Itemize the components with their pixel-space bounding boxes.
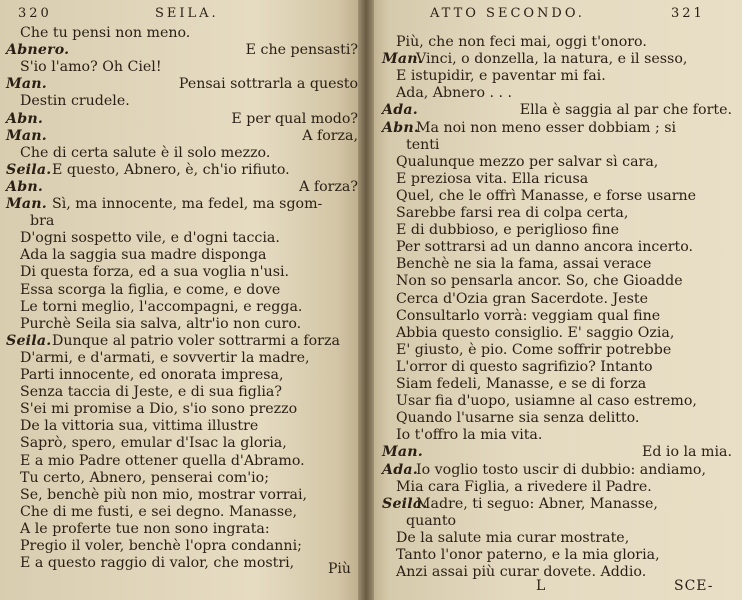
verse-line: Essa scorga la figlia, e come, e dove bbox=[20, 281, 281, 298]
verse-line: E di dubbioso, e periglioso fine bbox=[396, 222, 620, 239]
verse-line: De la salute mia curar mostrate, bbox=[396, 529, 630, 546]
verse-line-right: A forza? bbox=[299, 178, 358, 195]
verse-line-right: Ella è saggia al par che forte. bbox=[519, 102, 732, 119]
verse-line: Quel, che le offrì Manasse, e forse usarne bbox=[396, 187, 697, 204]
verse-line: D'armi, e d'armati, e sovvertir la madre, bbox=[20, 349, 310, 366]
speaker-label: Man. bbox=[6, 196, 47, 212]
verse-line: Che di me fusti, e sei degno. Manasse, bbox=[20, 503, 298, 520]
running-head-right: ATTO SECONDO. bbox=[430, 6, 585, 21]
speaker-label: Abn. bbox=[6, 178, 43, 195]
verse-line: Ma noi non meno esser dobbiam ; si bbox=[416, 119, 677, 136]
verse-line: Qualunque mezzo per salvar sì cara, bbox=[396, 153, 659, 170]
verse-line: E questo, Abnero, è, ch'io rifiuto. bbox=[52, 161, 290, 178]
speaker-label: Man. bbox=[6, 127, 47, 144]
speaker-label: Seila. bbox=[382, 495, 428, 512]
verse-line: Più, che non feci mai, oggi t'onoro. bbox=[396, 34, 647, 50]
page-number-left: 320 bbox=[18, 6, 52, 21]
speaker-label: Abnero. bbox=[6, 42, 70, 59]
verse-line: Consultarlo vorrà: veggiam qual fine bbox=[396, 307, 661, 324]
verse-line: Io t'offro la mia vita. bbox=[396, 427, 543, 444]
speaker-label: Ada. bbox=[382, 102, 418, 119]
speaker-label: Abn. bbox=[382, 119, 419, 136]
right-page bbox=[366, 0, 742, 600]
verse-line: Benchè ne sia la fama, assai verace bbox=[396, 256, 652, 273]
verse-line: A le proferte tue non sono ingrata: bbox=[20, 520, 270, 537]
verse-line: Sì, ma innocente, ma fedel, ma sgom- bbox=[52, 196, 323, 212]
verse-line: Pregio il voler, benchè l'opra condanni; bbox=[20, 538, 302, 554]
speaker-label: Man. bbox=[382, 444, 423, 461]
verse-line-right: E che pensasti? bbox=[245, 42, 358, 59]
left-page bbox=[0, 0, 366, 600]
verse-line: Purchè Seila sia salva, altr'io non curo. bbox=[20, 315, 302, 332]
verse-line: Le torni meglio, l'accompagni, e regga. bbox=[20, 298, 303, 315]
speaker-label: Abn. bbox=[6, 110, 43, 127]
verse-line: E istupidir, e paventar mi fai. bbox=[396, 68, 606, 85]
speaker-label: Seila. bbox=[6, 332, 52, 349]
verse-line: E a mio Padre ottener quella d'Abramo. bbox=[20, 452, 305, 469]
verse-line: Cerca d'Ozia gran Sacerdote. Jeste bbox=[396, 290, 649, 307]
catchword-right: SCE- bbox=[674, 578, 714, 594]
verse-line: Tu certo, Abnero, penserai com'io; bbox=[20, 469, 269, 486]
verse-line: Tanto l'onor paterno, e la mia gloria, bbox=[396, 547, 660, 563]
verse-line: Se, benchè più non mio, mostrar vorrai, bbox=[20, 486, 308, 503]
verse-line: Per sottrarsi ad un danno ancora incerto. bbox=[396, 239, 694, 256]
verse-line-right: Pensai sottrarla a questo bbox=[178, 76, 358, 93]
verse-line: quanto bbox=[406, 512, 457, 529]
speaker-label: Seila. bbox=[6, 161, 52, 178]
verse-line: Sarebbe farsi rea di colpa certa, bbox=[396, 205, 629, 221]
speaker-label: Man. bbox=[382, 51, 423, 68]
page-number-right: 321 bbox=[671, 6, 705, 21]
verse-line: E' giusto, è pio. Come soffrir potrebbe bbox=[396, 341, 672, 358]
verse-line: Vinci, o donzella, la natura, e il sesso, bbox=[416, 51, 688, 68]
verse-line: S'io l'amo? Oh Ciel! bbox=[20, 59, 162, 76]
verse-line: Anzi assai più curar dovete. Addio. bbox=[396, 564, 647, 581]
speaker-label: Man. bbox=[6, 76, 47, 93]
verse-line: Ada, Abnero . . . bbox=[396, 85, 513, 102]
verse-line: Siam fedeli, Manasse, e se di forza bbox=[396, 376, 647, 392]
running-head-left: SEILA. bbox=[155, 6, 219, 21]
signature-mark: L bbox=[536, 578, 546, 594]
verse-line-right: A forza, bbox=[302, 127, 358, 144]
verse-line: Destin crudele. bbox=[20, 93, 130, 110]
verse-line: Non so pensarla ancor. So, che Gioadde bbox=[396, 273, 683, 290]
verse-line: bra bbox=[30, 213, 55, 230]
verse-line: Mia cara Figlia, a rivedere il Padre. bbox=[396, 478, 652, 495]
verse-line: De la vittoria sua, vittima illustre bbox=[20, 418, 259, 435]
verse-line: Dunque al patrio voler sottrarmi a forza bbox=[52, 332, 340, 349]
verse-line: Saprò, spero, emular d'Isac la gloria, bbox=[20, 435, 287, 452]
verse-line: Che di certa salute è il solo mezzo. bbox=[20, 144, 271, 161]
verse-line: Abbia questo consiglio. E' saggio Ozia, bbox=[396, 324, 675, 341]
catchword-left: Più bbox=[328, 561, 351, 577]
verse-line: Usar fia d'uopo, usiamne al caso estremo, bbox=[396, 393, 697, 410]
verse-line: Quando l'usarne sia senza delitto. bbox=[396, 410, 640, 427]
verse-line: L'orror di questo sagrifizio? Intanto bbox=[396, 358, 653, 375]
verse-line: tenti bbox=[406, 136, 440, 153]
verse-line: Senza taccia di Jeste, e di sua figlia? bbox=[20, 384, 282, 401]
verse-line-right: E per qual modo? bbox=[231, 110, 358, 127]
verse-line: E a questo raggio di valor, che mostri, bbox=[20, 555, 295, 572]
verse-line: S'ei mi promise a Dio, s'io sono prezzo bbox=[20, 401, 298, 418]
verse-line: Di questa forza, ed a sua voglia n'usi. bbox=[20, 264, 290, 281]
verse-line: Madre, ti seguo: Abner, Manasse, bbox=[416, 495, 658, 512]
verse-line: D'ogni sospetto vile, e d'ogni taccia. bbox=[20, 230, 280, 247]
verse-line-right: Ed io la mia. bbox=[641, 444, 732, 461]
verse-line: Ada la saggia sua madre disponga bbox=[20, 247, 267, 264]
book-gutter bbox=[358, 0, 374, 600]
verse-line: E preziosa vita. Ella ricusa bbox=[396, 170, 589, 187]
speaker-label: Ada. bbox=[382, 461, 418, 478]
verse-line: Che tu pensi non meno. bbox=[20, 25, 191, 41]
verse-line: Io voglio tosto uscir di dubbio: andiamo, bbox=[416, 461, 706, 478]
verse-line: Parti innocente, ed onorata impresa, bbox=[20, 367, 284, 383]
